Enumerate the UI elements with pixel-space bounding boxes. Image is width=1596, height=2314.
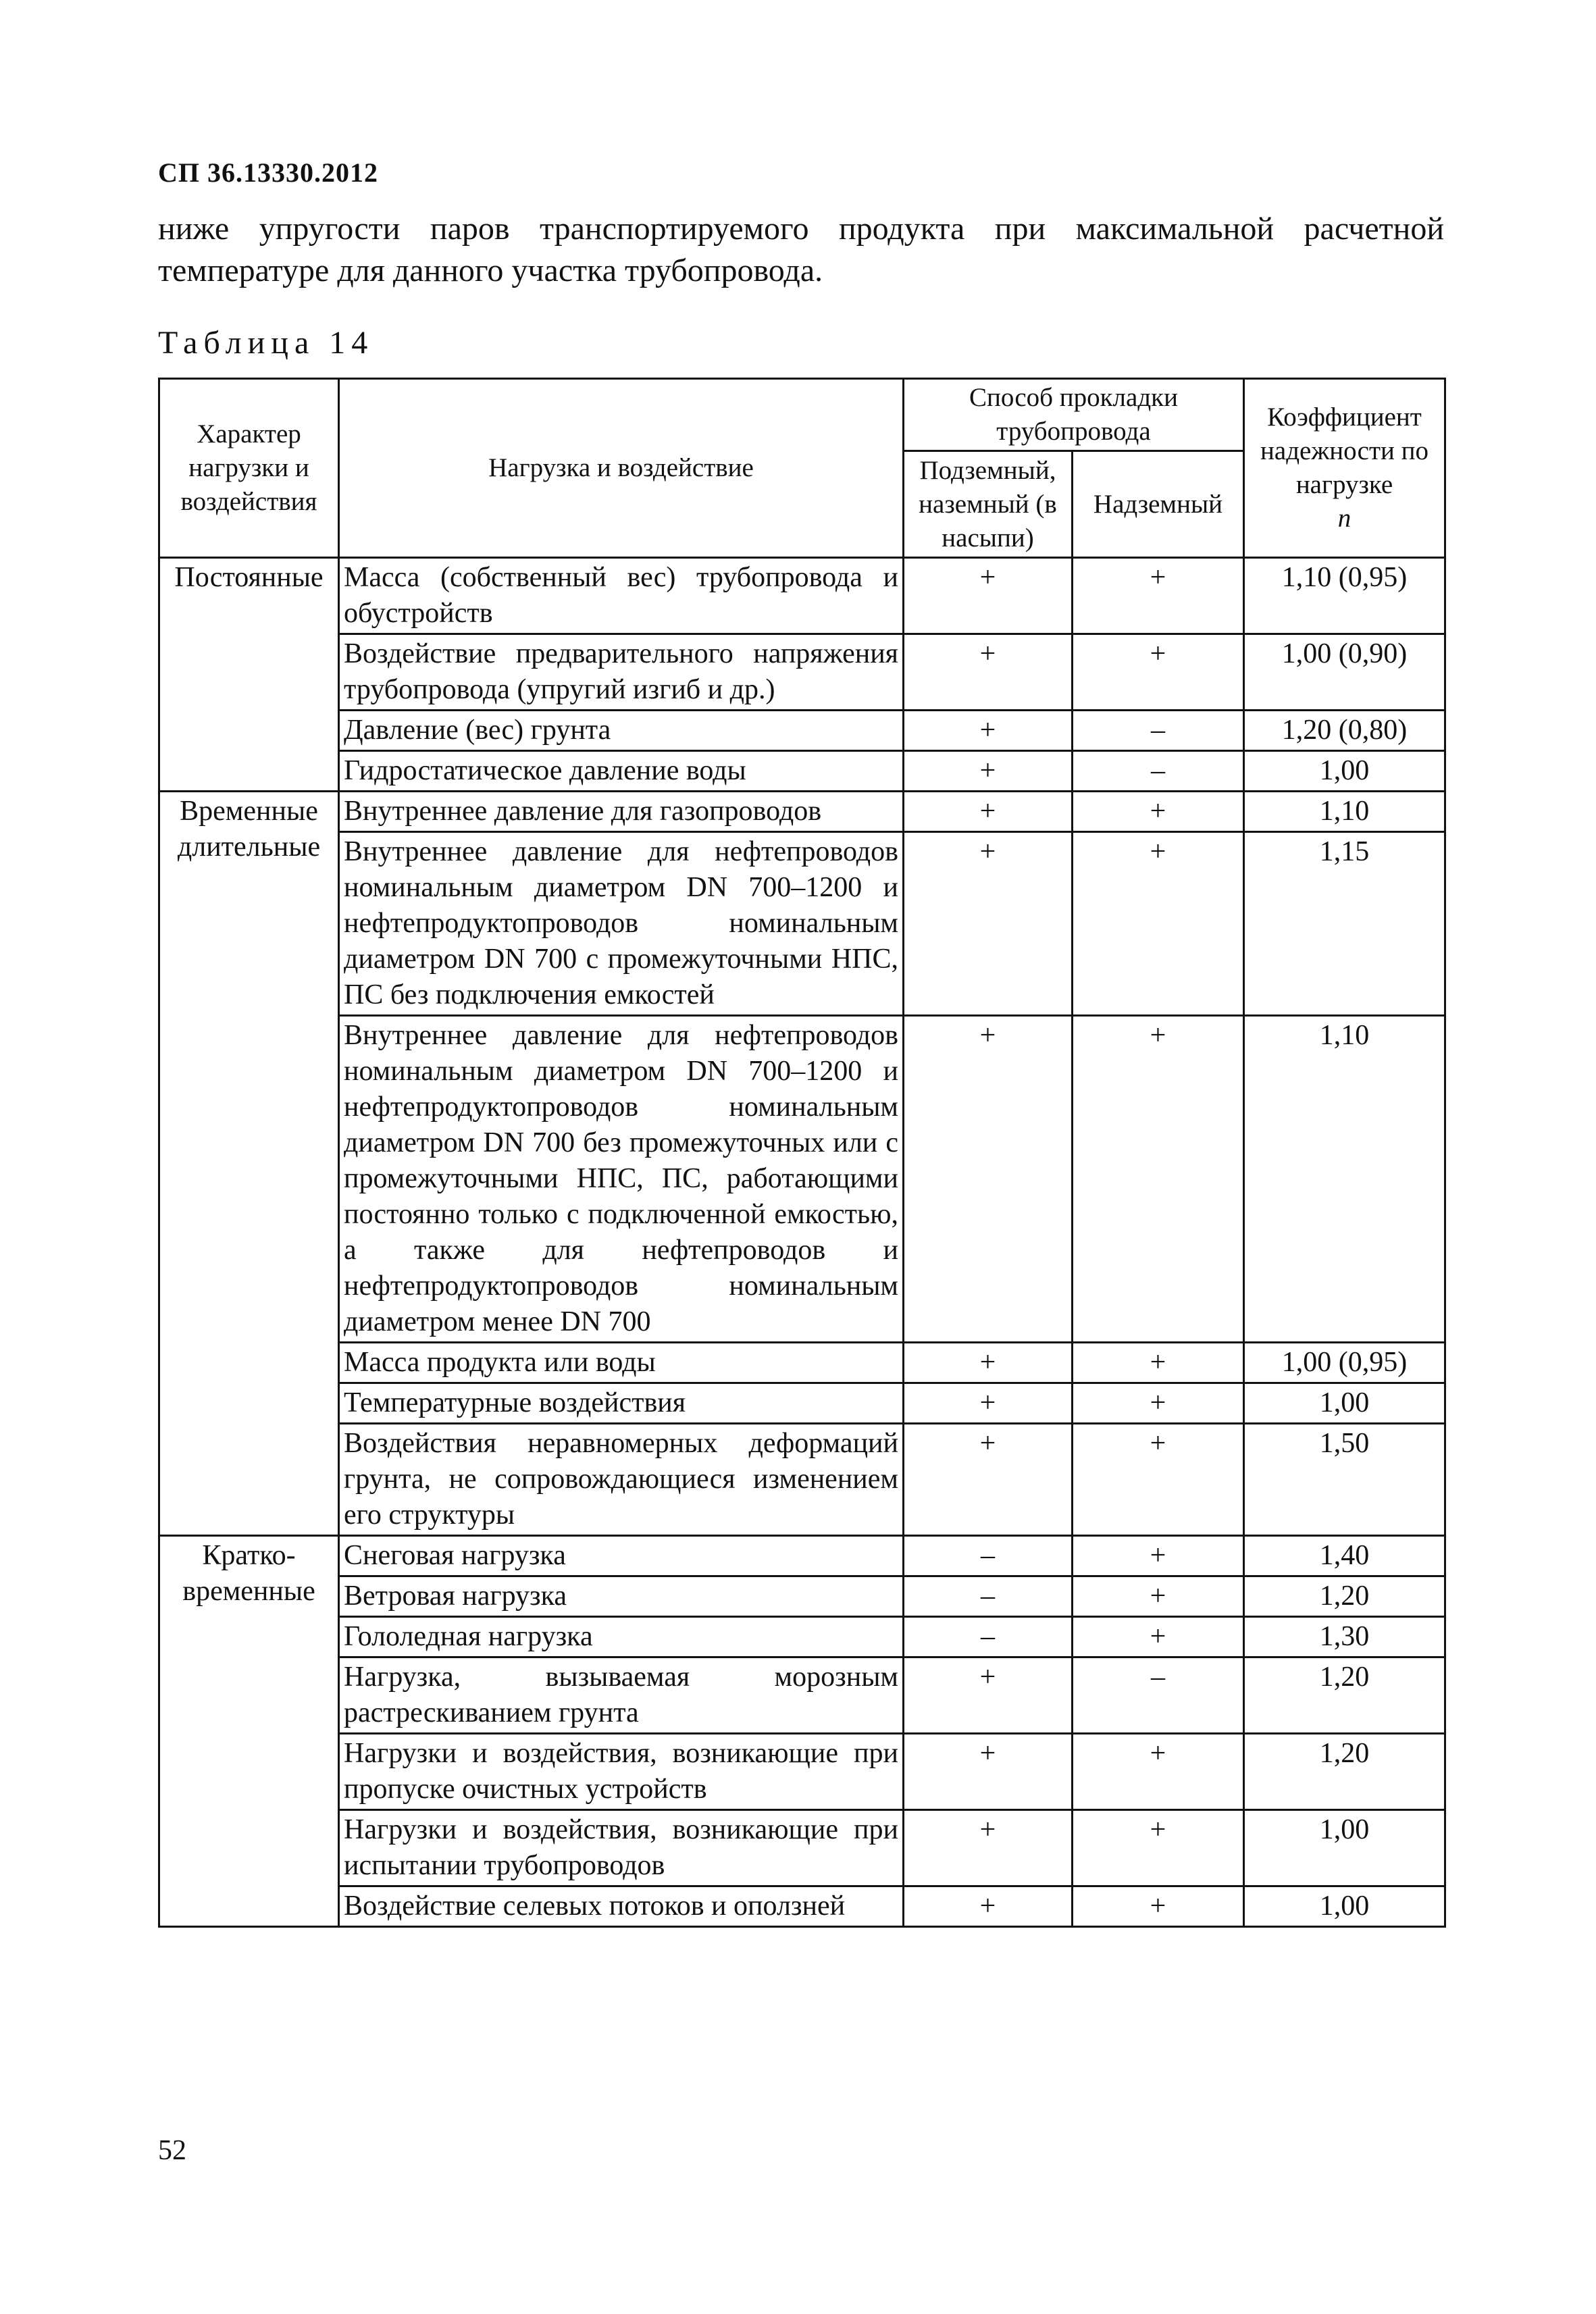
underground-cell: + bbox=[904, 832, 1073, 1016]
underground-cell: + bbox=[904, 751, 1073, 792]
load-cell: Воздействие селевых потоков и оползней bbox=[339, 1886, 904, 1927]
aboveground-cell: – bbox=[1073, 711, 1244, 751]
underground-cell: + bbox=[904, 634, 1073, 711]
coef-cell: 1,15 bbox=[1244, 832, 1445, 1016]
load-cell: Масса продукта или воды bbox=[339, 1343, 904, 1383]
coef-cell: 1,20 (0,80) bbox=[1244, 711, 1445, 751]
table-row bbox=[159, 1343, 1445, 1383]
aboveground-cell: + bbox=[1073, 832, 1244, 1016]
table-caption: Таблица 14 bbox=[158, 325, 374, 361]
coef-cell: 1,40 bbox=[1244, 1536, 1445, 1576]
load-cell: Гидростатическое давление воды bbox=[339, 751, 904, 792]
load-cell: Нагрузки и воздействия, возникающие при пропуске очистных устройств bbox=[339, 1734, 904, 1810]
page-number: 52 bbox=[158, 2135, 186, 2166]
underground-cell: + bbox=[904, 1343, 1073, 1383]
header-coef bbox=[1244, 379, 1445, 558]
table-row bbox=[159, 1810, 1445, 1886]
underground-cell: – bbox=[904, 1576, 1073, 1617]
load-cell: Нагрузка, вызываемая морозным растрескиванием грунта bbox=[339, 1657, 904, 1734]
header-aboveground: Надземный bbox=[1073, 451, 1244, 558]
underground-cell: + bbox=[904, 1886, 1073, 1927]
aboveground-cell: + bbox=[1073, 792, 1244, 832]
aboveground-cell: + bbox=[1073, 1424, 1244, 1536]
load-cell: Гололедная нагрузка bbox=[339, 1617, 904, 1657]
load-cell: Снеговая нагрузка bbox=[339, 1536, 904, 1576]
loads-table bbox=[158, 378, 1446, 1928]
load-cell: Внутреннее давление для нефтепроводов номинальным диаметром DN 700–1200 и нефтепродуктопроводов номинальным диаметром DN 700 без промежуточных или с промежуточными НПС, ПС, работающими постоянно только с подключенной емкостью, а также для нефтепроводов и нефтепродуктопроводов номинальным диаметром менее DN 700 bbox=[339, 1016, 904, 1343]
table-row bbox=[159, 751, 1445, 792]
header-load: Нагрузка и воздействие bbox=[339, 379, 904, 558]
coef-cell: 1,20 bbox=[1244, 1657, 1445, 1734]
load-cell: Нагрузки и воздействия, возникающие при испытании трубопроводов bbox=[339, 1810, 904, 1886]
underground-cell: – bbox=[904, 1617, 1073, 1657]
underground-cell: + bbox=[904, 558, 1073, 634]
load-cell: Внутреннее давление для нефтепроводов номинальным диаметром DN 700–1200 и нефтепродуктопроводов номинальным диаметром DN 700 с промежуточными НПС, ПС без подключения емкостей bbox=[339, 832, 904, 1016]
table-row bbox=[159, 558, 1445, 634]
table-header-row bbox=[159, 379, 1445, 451]
aboveground-cell: + bbox=[1073, 558, 1244, 634]
coef-cell: 1,00 bbox=[1244, 1810, 1445, 1886]
aboveground-cell: + bbox=[1073, 1536, 1244, 1576]
load-cell: Воздействие предварительного напряжения трубопровода (упругий изгиб и др.) bbox=[339, 634, 904, 711]
coef-cell: 1,10 bbox=[1244, 1016, 1445, 1343]
coef-cell: 1,20 bbox=[1244, 1734, 1445, 1810]
table-row bbox=[159, 1657, 1445, 1734]
load-cell: Температурные воздействия bbox=[339, 1383, 904, 1424]
underground-cell: + bbox=[904, 1016, 1073, 1343]
header-method: Способ прокладки трубопровода bbox=[904, 379, 1244, 451]
intro-paragraph: ниже упругости паров транспортируемого продукта при максимальной расчетной температуре для данного участка трубопровода. bbox=[158, 211, 1444, 288]
underground-cell: + bbox=[904, 1657, 1073, 1734]
coef-cell: 1,30 bbox=[1244, 1617, 1445, 1657]
underground-cell: – bbox=[904, 1536, 1073, 1576]
category-short-term: Кратко-временные bbox=[159, 1536, 339, 1927]
header-coef-text: Коэффициент надежности по нагрузке bbox=[1260, 403, 1428, 499]
aboveground-cell: + bbox=[1073, 1383, 1244, 1424]
aboveground-cell: + bbox=[1073, 1617, 1244, 1657]
aboveground-cell: + bbox=[1073, 1016, 1244, 1343]
document-code: СП 36.13330.2012 bbox=[158, 157, 378, 188]
load-cell: Масса (собственный вес) трубопровода и обустройств bbox=[339, 558, 904, 634]
header-underground: Подземный, наземный (в насыпи) bbox=[904, 451, 1073, 558]
table-row bbox=[159, 1536, 1445, 1576]
underground-cell: + bbox=[904, 711, 1073, 751]
header-character: Характер нагрузки и воздействия bbox=[159, 379, 339, 558]
table-row bbox=[159, 1383, 1445, 1424]
coef-cell: 1,10 (0,95) bbox=[1244, 558, 1445, 634]
aboveground-cell: – bbox=[1073, 751, 1244, 792]
coef-cell: 1,10 bbox=[1244, 792, 1445, 832]
underground-cell: + bbox=[904, 1383, 1073, 1424]
coef-cell: 1,00 bbox=[1244, 1383, 1445, 1424]
load-cell: Давление (вес) грунта bbox=[339, 711, 904, 751]
load-cell: Ветровая нагрузка bbox=[339, 1576, 904, 1617]
coef-cell: 1,20 bbox=[1244, 1576, 1445, 1617]
table-row bbox=[159, 1016, 1445, 1343]
underground-cell: + bbox=[904, 1810, 1073, 1886]
table-row bbox=[159, 832, 1445, 1016]
aboveground-cell: + bbox=[1073, 634, 1244, 711]
coef-cell: 1,00 bbox=[1244, 751, 1445, 792]
underground-cell: + bbox=[904, 1734, 1073, 1810]
category-permanent: Постоянные bbox=[159, 558, 339, 792]
aboveground-cell: + bbox=[1073, 1810, 1244, 1886]
aboveground-cell: + bbox=[1073, 1886, 1244, 1927]
table-row bbox=[159, 1886, 1445, 1927]
aboveground-cell: + bbox=[1073, 1343, 1244, 1383]
aboveground-cell: – bbox=[1073, 1657, 1244, 1734]
table-row bbox=[159, 634, 1445, 711]
aboveground-cell: + bbox=[1073, 1576, 1244, 1617]
table-row bbox=[159, 1576, 1445, 1617]
table-row bbox=[159, 792, 1445, 832]
aboveground-cell: + bbox=[1073, 1734, 1244, 1810]
coef-cell: 1,00 (0,95) bbox=[1244, 1343, 1445, 1383]
table-row bbox=[159, 1734, 1445, 1810]
coef-cell: 1,00 (0,90) bbox=[1244, 634, 1445, 711]
table-row bbox=[159, 1424, 1445, 1536]
underground-cell: + bbox=[904, 1424, 1073, 1536]
table-row bbox=[159, 711, 1445, 751]
load-cell: Внутреннее давление для газопроводов bbox=[339, 792, 904, 832]
underground-cell: + bbox=[904, 792, 1073, 832]
table-row bbox=[159, 1617, 1445, 1657]
coef-cell: 1,50 bbox=[1244, 1424, 1445, 1536]
load-cell: Воздействия неравномерных деформаций грунта, не сопровождающиеся изменением его структуры bbox=[339, 1424, 904, 1536]
coef-cell: 1,00 bbox=[1244, 1886, 1445, 1927]
header-coef-symbol: n bbox=[1337, 504, 1352, 533]
category-temporary-long: Временные длительные bbox=[159, 792, 339, 1536]
